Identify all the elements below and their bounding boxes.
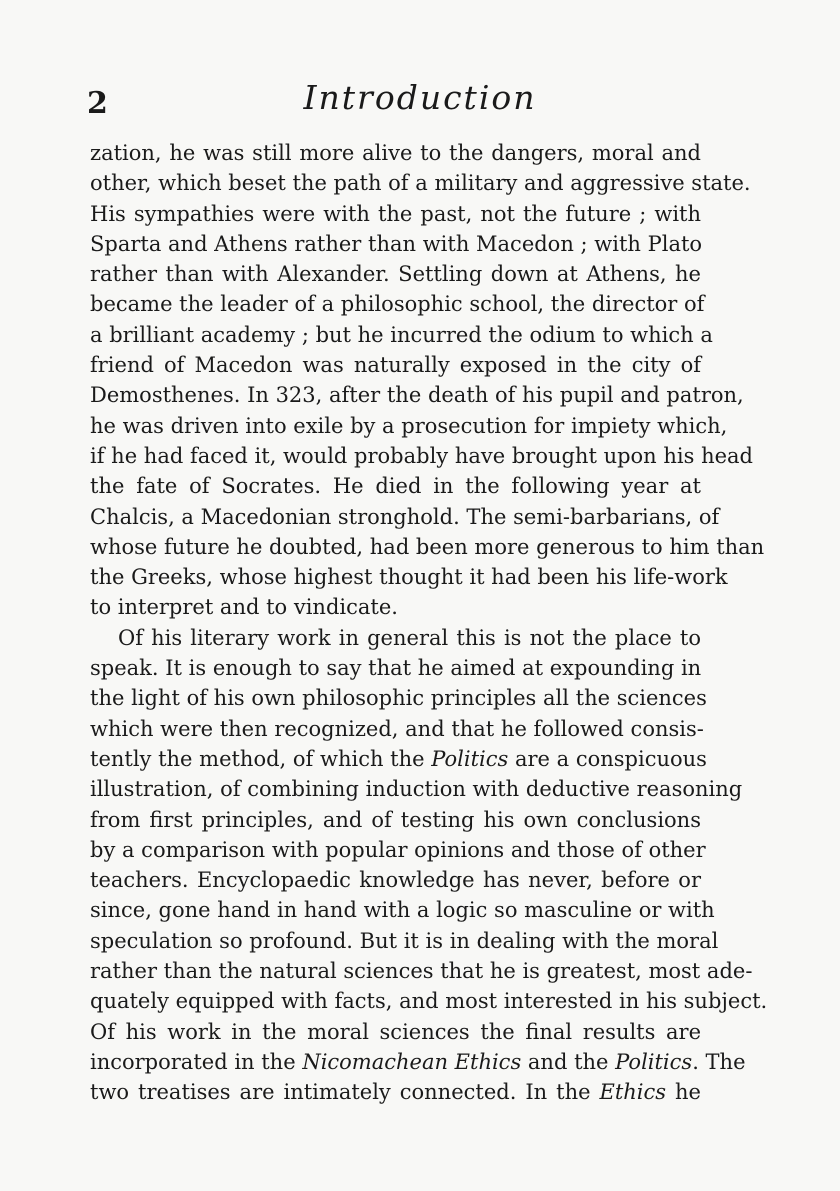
text-line: His sympathies were with the past, not the future ; with <box>90 201 701 226</box>
text-line <box>90 1047 746 1077</box>
text-fragment: incorporated in the <box>90 1049 296 1074</box>
text-line: from first principles, and of testing his own conclusions <box>90 807 701 832</box>
text-line: a brilliant academy ; but he incurred the odium to which a <box>90 322 713 347</box>
text-line: quately equipped with facts, and most interested in his subject. <box>90 989 768 1014</box>
text-line: if he had faced it, would probably have brought upon his head <box>90 443 753 468</box>
text-fragment: tently the method, of which the <box>90 746 425 771</box>
text-line <box>90 1077 701 1107</box>
text-line: rather than with Alexander. Settling down at Athens, he <box>90 262 701 287</box>
text-line: speculation so profound. But it is in dealing with the moral <box>90 928 719 953</box>
italic-title: Politics <box>615 1049 693 1074</box>
text-line: by a comparison with popular opinions and those of other <box>90 837 706 862</box>
text-line: to interpret and to vindicate. <box>90 595 398 620</box>
text-line: he was driven into exile by a prosecution for impiety which, <box>90 413 728 438</box>
page-number: 2 <box>87 86 109 121</box>
running-title: Introduction <box>303 78 537 117</box>
text-fragment: he <box>666 1080 701 1105</box>
text-fragment: . The <box>692 1049 746 1074</box>
body-text <box>90 138 768 1108</box>
text-line: the fate of Socrates. He died in the following year at <box>90 474 701 499</box>
text-line: since, gone hand in hand with a logic so masculine or with <box>90 898 715 923</box>
text-line: Sparta and Athens rather than with Macedon ; with Plato <box>90 231 703 256</box>
text-line: illustration, of combining induction with deductive reasoning <box>90 777 743 802</box>
italic-title: Ethics <box>599 1080 667 1105</box>
italic-title: Politics <box>431 746 509 771</box>
text-line: whose future he doubted, had been more generous to him than <box>90 534 765 559</box>
text-line: Chalcis, a Macedonian stronghold. The semi-barbarians, of <box>90 504 720 529</box>
text-line: Demosthenes. In 323, after the death of his pupil and patron, <box>90 383 744 408</box>
text-line: rather than the natural sciences that he is greatest, most ade- <box>90 959 753 984</box>
text-line: which were then recognized, and that he followed consis- <box>90 716 704 741</box>
text-line: speak. It is enough to say that he aimed at expounding in <box>90 656 702 681</box>
text-line: zation, he was still more alive to the dangers, moral and <box>90 141 701 165</box>
text-line: Of his literary work in general this is not the place to <box>118 625 701 650</box>
text-line <box>90 744 707 774</box>
text-fragment: are a conspicuous <box>508 746 707 771</box>
text-line: other, which beset the path of a military and aggressive state. <box>90 171 751 196</box>
text-fragment: two treatises are intimately connected. In the <box>90 1080 591 1105</box>
text-line: the light of his own philosophic principles all the sciences <box>90 686 707 711</box>
text-line: Of his work in the moral sciences the final results are <box>90 1019 701 1044</box>
text-fragment: and the <box>521 1049 616 1074</box>
text-line: the Greeks, whose highest thought it had been his life-work <box>90 565 728 590</box>
text-line: friend of Macedon was naturally exposed in the city of <box>90 353 701 378</box>
text-line: teachers. Encyclopaedic knowledge has never, before or <box>90 868 701 893</box>
text-line: became the leader of a philosophic school, the director of <box>90 292 705 317</box>
italic-title: Nicomachean Ethics <box>302 1049 522 1074</box>
